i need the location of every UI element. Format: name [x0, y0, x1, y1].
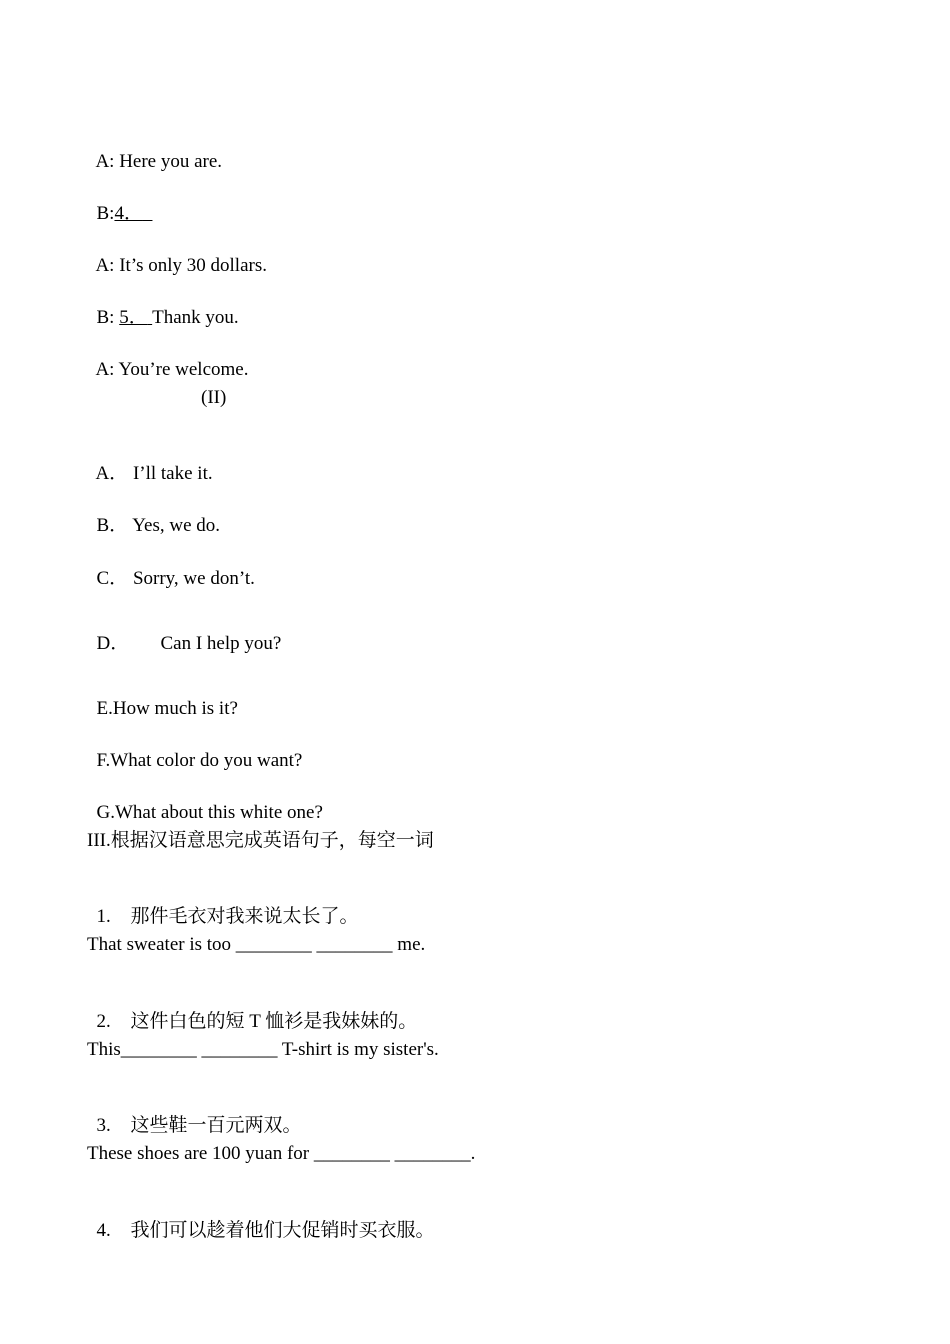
option-text: What color do you want?	[110, 750, 303, 771]
dialogue-line-4	[87, 282, 239, 330]
option-c	[87, 543, 255, 591]
option-label: F.	[96, 750, 111, 771]
chinese-prompt: 那件毛衣对我来说太长了。	[130, 906, 359, 927]
dialogue-line-1	[87, 126, 222, 174]
item-number: 1.	[96, 906, 111, 927]
dialogue-text: You’re welcome.	[118, 359, 249, 380]
option-e	[87, 673, 238, 721]
option-label: E.	[96, 698, 113, 719]
option-text: I’ll take it.	[132, 463, 213, 484]
option-text: Sorry, we don’t.	[132, 568, 255, 589]
option-label: A．	[95, 463, 129, 484]
dialogue-text: Here you are.	[119, 151, 223, 172]
option-f	[87, 725, 302, 773]
option-label: G.	[96, 802, 115, 823]
option-text: Can I help you?	[160, 633, 282, 654]
dialogue-text: It’s only 30 dollars.	[119, 255, 267, 276]
dialogue-text: Thank you.	[152, 307, 239, 328]
dialogue-line-3	[87, 230, 267, 278]
item-number: 4.	[96, 1220, 111, 1241]
dialogue-line-2	[87, 178, 152, 226]
section-iii-heading: III.根据汉语意思完成英语句子，每空一词	[87, 830, 434, 851]
option-b	[87, 490, 220, 538]
answer-blank-5: 5．	[119, 307, 148, 328]
option-label: C．	[96, 568, 129, 589]
item-2-chinese	[87, 986, 417, 1034]
option-a	[87, 438, 213, 486]
option-d	[87, 608, 281, 656]
chinese-prompt: 这些鞋一百元两双。	[130, 1115, 302, 1136]
option-g	[87, 777, 323, 825]
option-text: How much is it?	[112, 698, 238, 719]
speaker-label: A:	[95, 255, 120, 276]
option-label: D．	[96, 633, 130, 654]
chinese-prompt: 这件白色的短 T 恤衫是我妹妹的。	[130, 1011, 418, 1032]
section-ii-label: (II)	[201, 387, 227, 408]
speaker-label: A:	[95, 359, 119, 380]
chinese-prompt: 我们可以趁着他们大促销时买衣服。	[130, 1220, 435, 1241]
speaker-label: B:	[96, 203, 115, 224]
speaker-label: A:	[95, 151, 120, 172]
speaker-label: B:	[96, 307, 120, 328]
dialogue-line-5	[87, 334, 249, 382]
item-3-chinese	[87, 1090, 302, 1138]
item-2-english: This________ ________ T-shirt is my sister's.	[87, 1039, 439, 1060]
item-number: 3.	[96, 1115, 111, 1136]
item-4-chinese	[87, 1195, 435, 1243]
item-3-english: These shoes are 100 yuan for ________ ________.	[87, 1143, 476, 1164]
item-1-chinese	[87, 881, 359, 929]
answer-blank-4: 4．	[114, 203, 143, 224]
option-text: What about this white one?	[114, 802, 323, 823]
option-text: Yes, we do.	[132, 515, 221, 536]
item-number: 2.	[96, 1011, 111, 1032]
option-label: B．	[96, 515, 129, 536]
item-1-english: That sweater is too ________ ________ me.	[87, 934, 426, 955]
